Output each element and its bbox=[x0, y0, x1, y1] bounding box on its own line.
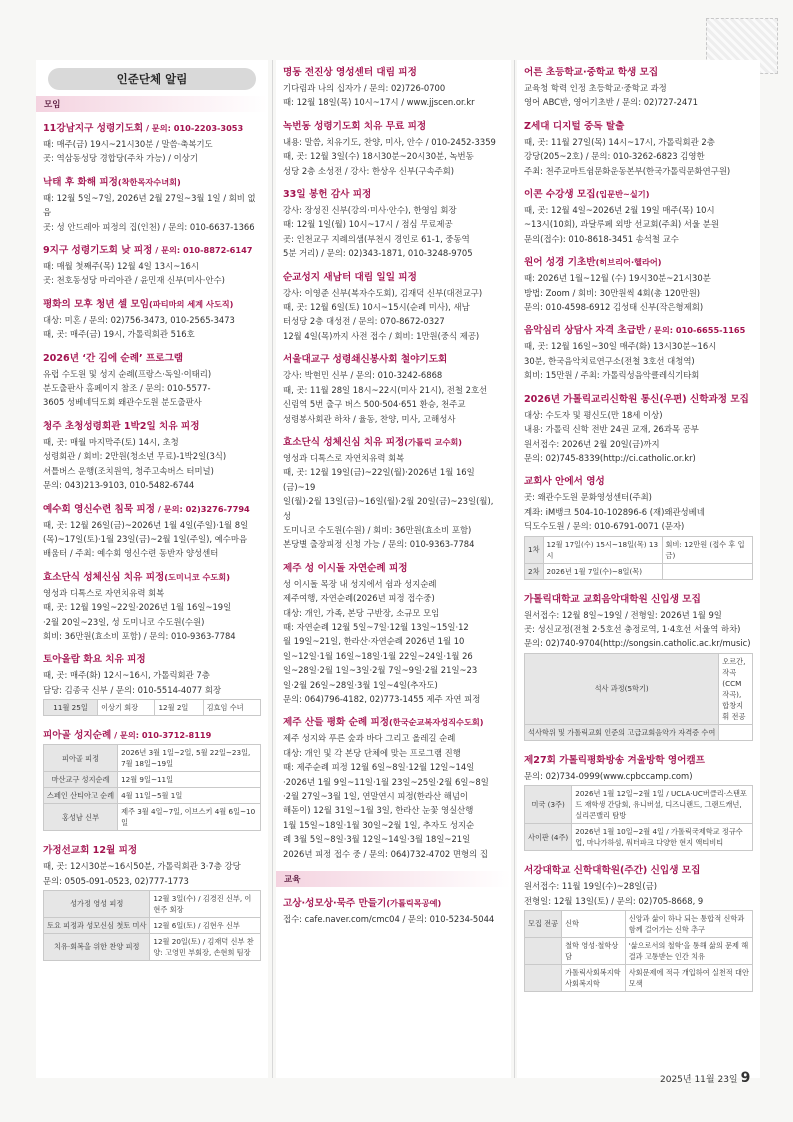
notice-title-text: 청주 초청성령회관 1박2일 치유 피정 bbox=[43, 420, 200, 432]
notice-line: 대상: 수도자 및 평신도(만 18세 이상) bbox=[524, 409, 663, 420]
notice-line: 3605 성베네딕도회 왜관수도원 분도출판사 bbox=[43, 397, 202, 408]
page-number: 9 bbox=[740, 1070, 751, 1086]
notice-item bbox=[517, 114, 760, 182]
table-cell: 가톨릭사회복지학 사회복지학 bbox=[562, 964, 626, 991]
table-cell: 12월 17일(수) 15시~18일(목) 13시 bbox=[543, 536, 662, 563]
notice-title-text: 낙태 후 화해 피정 bbox=[43, 176, 118, 188]
notice-line: 때: 자연순례 12월 5일~7일·12월 13일~15일·12 bbox=[283, 621, 469, 632]
notice-line: 때, 곳: 12월 6일(토) 10시~15시(순례 미사), 새남 bbox=[283, 302, 470, 313]
notice-line: 문의: 02)734-0999(www.cpbccamp.com) bbox=[524, 770, 693, 781]
notice-item bbox=[276, 60, 511, 114]
notice-line: 때, 곳: 12월 16일~30일 매주(화) 13시30분~16시 bbox=[524, 341, 717, 352]
notice-title-sub: (가톨릭 교수회) bbox=[404, 436, 463, 447]
table-row bbox=[44, 890, 261, 917]
notice-line: 월 19일~21일, 한라산·자연순례 2026년 1월 10 bbox=[283, 636, 465, 647]
notice-line: 때, 곳: 11월 28일 18시~22시(미사 21시), 전철 2호선 bbox=[283, 384, 488, 395]
notice-line: 곳: 인천교구 지례의샘(부천시 경인로 61-1, 중동역 bbox=[283, 233, 470, 244]
notice-line: 때, 곳: 11월 27일(목) 14시~17시, 가톨릭회관 2층 bbox=[524, 136, 715, 147]
notice-title-text: 서강대학교 신학대학원(주간) 신입생 모집 bbox=[524, 865, 701, 877]
notice-line: 때: 12월 5일~7일, 2026년 2월 27일~3월 1일 / 회비 없음 bbox=[43, 192, 256, 218]
info-table bbox=[43, 699, 261, 716]
issue-date: 2025년 11월 23일 bbox=[660, 1075, 738, 1085]
notice-title bbox=[283, 120, 504, 133]
notice-item bbox=[36, 647, 268, 723]
table-cell: 토요 피정과 성모신심 첫토 미사 bbox=[44, 917, 150, 933]
notice-title bbox=[43, 571, 261, 584]
notice-line: 원서접수: 12월 8일~19일 / 전형일: 2026년 1월 9일 bbox=[524, 609, 722, 620]
notice-line: 교육청 학력 인정 초등학교·중학교 과정 bbox=[524, 83, 667, 93]
table-cell: 12월 3일(수) / 김경진 신부, 이현주 회장 bbox=[150, 890, 261, 917]
notice-line: 접수: cafe.naver.com/cmc04 / 문의: 010-5234-5044 bbox=[283, 914, 495, 925]
notice-line: 곳: 역삼동성당 경합당(주차 가능) / 이상기 bbox=[43, 153, 198, 164]
notice-line: 담당: 김종국 신부 / 문의: 010-5514-4077 회장 bbox=[43, 684, 222, 695]
notice-line: 때, 곳: 12시30분~16시50분, 가톨릭회관 3·7층 강당 bbox=[43, 861, 241, 872]
notice-title-sub: (입문반~실기) bbox=[595, 189, 650, 200]
table-cell: '삶으로서의 철학'을 통해 삶의 문제 해결과 고통받는 인간 치유 bbox=[625, 937, 752, 964]
column-divider bbox=[272, 60, 273, 1078]
table-cell: 성가정 영성 피정 bbox=[44, 890, 150, 917]
table-row bbox=[525, 964, 753, 991]
notice-title bbox=[43, 352, 261, 365]
table-cell: 12월 6일(토) / 김현우 신부 bbox=[150, 917, 261, 933]
notice-line: 강사: 박현민 신부 / 문의: 010-3242-6868 bbox=[283, 370, 443, 381]
notice-line: 성령봉사회관 하차 / 율동, 찬양, 미사, 고해성사 bbox=[283, 413, 456, 424]
table-cell: 이상기 회장 bbox=[98, 700, 155, 716]
notice-item bbox=[276, 347, 511, 430]
table-cell: 스페인 산티아고 순례 bbox=[44, 788, 118, 804]
notice-title-text: 명동 전진상 영성센터 대림 피정 bbox=[283, 67, 417, 78]
notice-title-text: 2026년 가톨릭교리신학원 통신(우편) 신학과정 모집 bbox=[524, 393, 749, 405]
info-table bbox=[524, 653, 753, 741]
notice-line: 대상: 미혼 / 문의: 02)756-3473, 010-2565-3473 bbox=[43, 314, 235, 325]
info-table bbox=[524, 785, 753, 851]
notice-line: (목)~17일(토)·1월 23일(금)~2월 1일(주일), 예수마음 bbox=[43, 533, 248, 544]
table-cell: 오르간, 작곡(CCM 작곡), 합창지휘 전공 bbox=[719, 653, 753, 724]
notice-line: 영어 ABC반, 영어기초반 / 문의: 02)727-2471 bbox=[524, 97, 698, 108]
notice-line: 때: 12월 18일(목) 10시~17시 / www.jjscen.or.kr bbox=[283, 97, 475, 108]
notice-line: 성당 2층 소성전 / 강사: 한상우 신부(구속주회) bbox=[283, 165, 455, 176]
notice-line: 때, 곳: 매주(금) 19시, 가톨릭회관 516호 bbox=[43, 329, 195, 340]
notice-title-text: 제27회 가톨릭평화방송 겨울방학 영어캠프 bbox=[524, 754, 705, 766]
notice-title bbox=[43, 729, 261, 742]
table-row bbox=[525, 563, 753, 579]
table-row bbox=[44, 804, 261, 831]
notice-line: 문의(접수): 010-8618-3451 송석철 교수 bbox=[524, 233, 679, 244]
table-cell: 4월 11일~5월 1일 bbox=[118, 788, 261, 804]
notice-item bbox=[517, 387, 760, 470]
notice-line: 대상: 개인 및 각 본당 단체에 맞는 프로그램 진행 bbox=[283, 747, 461, 758]
notice-line: 회비: 36만원(효소비 포함) / 문의: 010-9363-7784 bbox=[43, 630, 236, 641]
notice-line: 문의: 02)745-8339(http://ci.catholic.or.kr) bbox=[524, 452, 696, 463]
notice-title bbox=[283, 562, 504, 575]
notice-list-middle bbox=[276, 60, 511, 865]
notice-line: 문의: 064)796-4182, 02)773-1455 제주 자연 피정 bbox=[283, 694, 481, 704]
notice-item bbox=[36, 565, 268, 648]
column-middle bbox=[276, 60, 511, 1078]
table-cell: 12월 20일(토) / 김재덕 신부 찬양: 고영민 부회장, 손현희 팀장 bbox=[150, 933, 261, 960]
notice-item bbox=[36, 414, 268, 497]
notice-item bbox=[517, 587, 760, 748]
table-row bbox=[525, 536, 753, 563]
info-table bbox=[43, 744, 261, 831]
notice-line: 곳: 성 안드레아 피정의 집(인천) / 문의: 010-6637-1366 bbox=[43, 221, 255, 232]
notice-line: 때, 곳: 12월 26일(금)~2026년 1월 4일(주일)·1월 8일 bbox=[43, 519, 249, 530]
notice-line: ·2월 27일~3월 1일, 연말연시 피정(한라산 해넘이 bbox=[283, 791, 469, 802]
notice-title-text: 교회사 안에서 영성 bbox=[524, 476, 605, 488]
notice-list-education bbox=[276, 891, 511, 930]
notice-line: 때: 매주(금) 19시~21시30분 / 말씀·축복기도 bbox=[43, 139, 213, 149]
notice-line: 강사: 장성진 신부(강의·미사·안수), 한영임 회장 bbox=[283, 205, 457, 216]
table-row bbox=[525, 653, 753, 724]
notice-line: ~13시(10회), 과달루페 외방 선교회(주최) 서울 분원 bbox=[524, 219, 719, 230]
notice-title-text: 어른 초등학교·중학교 학생 모집 bbox=[524, 67, 659, 78]
notice-title-text: Z세대 디지털 중독 탈출 bbox=[524, 120, 625, 132]
notice-title-text: 원어 성경 기초반 bbox=[524, 257, 596, 269]
notice-title-text: 2026년 ‘간 김에 순례’ 프로그램 bbox=[43, 352, 184, 364]
notice-line: 때, 곳: 12월 3일(수) 18시30분~20시30분, 녹번동 bbox=[283, 151, 474, 162]
table-cell: 2026년 1월 7일(수)~8일(목) bbox=[543, 563, 662, 579]
info-table bbox=[524, 536, 753, 580]
notice-item bbox=[36, 170, 268, 238]
notice-line: 2026년 피정 접수 중 / 문의: 064)732-4702 면형의 집 bbox=[283, 848, 488, 859]
notice-title-text: 효소단식 성체신심 치유 피정 bbox=[43, 571, 165, 583]
notice-line: 때, 곳: 12월 4일~2026년 2월 19일 매주(목) 10시 bbox=[524, 205, 715, 216]
table-cell: 피아골 피정 bbox=[44, 745, 118, 772]
notice-line: 신림역 5번 출구 버스 500·504·651 환승, 천주교 bbox=[283, 399, 466, 410]
notice-line: 성 이시돌 목장 내 성지에서 쉼과 성지순례 bbox=[283, 578, 437, 589]
notice-line: 대상: 개인, 가족, 본당 구반장, 소규모 모임 bbox=[283, 607, 440, 618]
notice-line: 30분, 한국음악치료연구소(전철 3호선 대청역) bbox=[524, 355, 695, 366]
notice-line: 터성당 2층 대성전 / 문의: 070-8672-0327 bbox=[283, 316, 445, 327]
notice-line: 영성과 디톡스로 자연치유력 회복 bbox=[43, 587, 165, 598]
notice-line: ·2월 20일~23일, 성 도미니코 수도원(수원) bbox=[43, 616, 205, 627]
table-cell: 사회문제에 적극 개입하여 실천적 대안 모색 bbox=[625, 964, 752, 991]
notice-item bbox=[517, 250, 760, 318]
notice-line: 원서접수: 11월 19일(수)~28일(금) bbox=[524, 881, 658, 892]
notice-line: 때, 곳: 12월 19일~22일·2026년 1월 16일~19일 bbox=[43, 602, 232, 613]
notice-title bbox=[283, 271, 504, 284]
notice-title bbox=[43, 298, 261, 311]
notice-line: 12월 4일(목)까지 사전 접수 / 회비: 1만원(중식 제공) bbox=[283, 330, 480, 341]
notice-title bbox=[43, 503, 261, 516]
notice-item bbox=[36, 723, 268, 838]
notice-item bbox=[517, 318, 760, 386]
section-label-meeting: 모임 bbox=[36, 96, 268, 112]
notice-item bbox=[517, 748, 760, 858]
notice-line: 기다림과 나의 십자가 / 문의: 02)726-0700 bbox=[283, 83, 446, 93]
notice-line: 방법: Zoom / 회비: 30만원씩 4회(총 120만원) bbox=[524, 287, 701, 298]
notice-line: 딕도수도원 / 문의: 010-6791-0071 (문자) bbox=[524, 521, 685, 532]
table-cell: 사이판 (4주) bbox=[525, 824, 572, 851]
table-cell: 치유·회복을 위한 찬양 피정 bbox=[44, 933, 150, 960]
notice-line: 제주 성지와 푸른 숲과 바다 그리고 올레길 순례 bbox=[283, 733, 456, 744]
column-right bbox=[517, 60, 760, 1078]
notice-item bbox=[36, 116, 268, 170]
table-cell: 11월 25일 bbox=[44, 700, 98, 716]
notice-line: 문의: 043)213-9103, 010-5482-6744 bbox=[43, 480, 195, 491]
notice-title bbox=[524, 393, 753, 406]
notice-line: 계좌: iM뱅크 504-10-102896-6 (재)왜관성베네 bbox=[524, 506, 705, 517]
notice-title bbox=[283, 353, 504, 366]
notice-item bbox=[276, 710, 511, 865]
page-footer bbox=[660, 1070, 750, 1086]
notice-line: 주최: 천주교마트쉼문화운동본부(한국가톨릭문화연구원) bbox=[524, 165, 731, 176]
notice-title bbox=[524, 475, 753, 488]
notice-line: 때, 곳: 12월 19일(금)~22일(월)·2026년 1월 16일(금)~19 bbox=[283, 467, 475, 492]
column-left bbox=[36, 60, 268, 1078]
table-cell: 마산교구 성지순례 bbox=[44, 772, 118, 788]
notice-title-text: 가톨릭대학교 교회음악대학원 신입생 모집 bbox=[524, 593, 701, 605]
notice-line: ·2026년 1월 9일~11일·1월 23일~25일·2월 6일~8일 bbox=[283, 776, 489, 787]
notice-title-sub: (가톨릭목공예) bbox=[386, 898, 442, 909]
notice-item bbox=[517, 858, 760, 999]
notice-list-left bbox=[36, 116, 268, 968]
table-cell: 신학 bbox=[562, 910, 626, 937]
notice-title-sub: / 문의: 010-2203-3053 bbox=[143, 123, 244, 133]
table-cell: 2026년 1월 10일~2월 4일 / 가톨릭국제학교 정규수업, 마나가하섬, 워터파크 다양한 현지 액티비티 bbox=[572, 824, 753, 851]
notice-line: 본당별 출장피정 신청 가능 / 문의: 010-9363-7784 bbox=[283, 539, 475, 550]
notice-line: 곳: 왜관수도원 문화영성센터(주최) bbox=[524, 492, 652, 503]
notice-title-text: 9지구 성령기도회 낮 피정 bbox=[43, 245, 153, 257]
table-cell: 회비: 12만원 (접수 후 입금) bbox=[662, 536, 752, 563]
table-row bbox=[525, 937, 753, 964]
notice-line: 원서접수: 2026년 2월 20일(금)까지 bbox=[524, 438, 660, 449]
table-cell: 신앙과 삶이 하나 되는 통합적 신학과 함께 걸어가는 신학 추구 bbox=[625, 910, 752, 937]
notice-item bbox=[517, 60, 760, 114]
table-row bbox=[525, 724, 753, 740]
notice-title-text: 평화의 모후 청년 셀 모임 bbox=[43, 298, 150, 310]
notice-title-text: 가정선교회 12월 피정 bbox=[43, 845, 138, 857]
notice-title-text: 11강남지구 성령기도회 bbox=[43, 123, 144, 134]
notice-line: 내용: 말씀, 치유기도, 찬양, 미사, 안수 / 010-2452-3359 bbox=[283, 136, 496, 147]
table-cell: 모집 전공 bbox=[525, 910, 562, 937]
notice-title-sub: (히브리어·헬라어) bbox=[595, 257, 662, 268]
notice-item bbox=[276, 556, 511, 711]
notice-item bbox=[276, 430, 511, 556]
notice-title-text: 고상·성모상·묵주 만들기 bbox=[283, 898, 387, 910]
notice-line: 때, 곳: 매월 마지막주(토) 14시, 초청 bbox=[43, 436, 179, 447]
notice-title-text: 제주 산들 평화 순례 피정 bbox=[283, 717, 390, 729]
notice-line: 례 3월 5일~8일·3월 12일~14일·3월 18일~21일 bbox=[283, 834, 471, 845]
notice-line: 제주여행, 자연순례(2026년 피정 접수중) bbox=[283, 593, 435, 604]
notice-title-text: 녹번동 성령기도회 치유 무료 피정 bbox=[283, 120, 427, 132]
notice-item bbox=[276, 114, 511, 182]
table-cell bbox=[525, 937, 562, 964]
notice-item bbox=[36, 838, 268, 968]
table-cell: 제주 3월 4일~7일, 이브스키 4월 6일~10일 bbox=[118, 804, 261, 831]
notice-title-sub: / 문의: 02)3276-7794 bbox=[154, 503, 250, 514]
table-row bbox=[44, 917, 261, 933]
table-row bbox=[525, 910, 753, 937]
notice-title-text: 서울대교구 성령쇄신봉사회 철야기도회 bbox=[283, 354, 448, 366]
notice-title bbox=[43, 653, 261, 666]
notice-line: 일(월)·2월 13일(금)~16일(월)·2월 20일(금)~23일(월), 성 bbox=[283, 496, 494, 521]
notice-line: 때: 2026년 1월~12월 (수) 19시30분~21시30분 bbox=[524, 273, 711, 284]
notice-title-text: 토아올람 화요 치유 피정 bbox=[43, 654, 146, 666]
info-table bbox=[43, 890, 261, 961]
notice-item bbox=[36, 292, 268, 346]
notice-item bbox=[36, 238, 268, 292]
notice-item bbox=[276, 182, 511, 265]
notice-title bbox=[524, 256, 753, 269]
notice-line: 때: 매월 첫째주(목) 12월 4일 13시~16시 bbox=[43, 261, 199, 272]
notice-list-right bbox=[517, 60, 760, 999]
notice-item bbox=[276, 891, 511, 930]
notice-line: 때: 12월 1일(월) 10시~17시 / 점심 무료제공 bbox=[283, 219, 453, 230]
table-cell: 2026년 3월 1일~2일, 5월 22일~23일, 7월 18일~19일 bbox=[118, 745, 261, 772]
table-cell: 석사 과정(5학기) bbox=[525, 653, 719, 724]
notice-title bbox=[283, 897, 504, 910]
table-cell: 12월 2일 bbox=[155, 700, 203, 716]
table-cell: 12월 9일~11일 bbox=[118, 772, 261, 788]
notice-item bbox=[517, 469, 760, 586]
notice-line: 때: 제주순례 피정 12월 6일~8일·12월 12일~14일 bbox=[283, 762, 475, 773]
notice-title bbox=[283, 66, 504, 79]
notice-title-text: 음악심리 상담사 자격 초급반 bbox=[524, 325, 646, 337]
table-cell: 석사학위 및 가톨릭교회 인준의 고급교회음악가 자격증 수여 bbox=[525, 724, 719, 740]
table-row bbox=[525, 824, 753, 851]
section-label-education: 교육 bbox=[276, 871, 511, 887]
table-cell: 철학 영성·철학상담 bbox=[562, 937, 626, 964]
table-row bbox=[44, 788, 261, 804]
table-cell: 1차 bbox=[525, 536, 544, 563]
notice-title-text: 피아골 성지순례 bbox=[43, 730, 112, 742]
notice-line: 분도출판사 홈페이지 참조 / 문의: 010-5577- bbox=[43, 383, 211, 394]
table-row bbox=[44, 772, 261, 788]
notice-line: 전형일: 12월 13일(토) / 문의: 02)705-8668, 9 bbox=[524, 895, 704, 906]
notice-title-text: 효소단식 성체신심 치유 피정 bbox=[283, 436, 405, 448]
notice-line: 곳: 성신교정(전철 2·5호선 충정로역, 1·4호선 서울역 하차) bbox=[524, 623, 741, 634]
notice-line: 문의: 010-4598-6912 김성태 신부(작은형제회) bbox=[524, 302, 704, 313]
notice-line: 셔틀버스 운행(조치원역, 청주고속버스 터미널) bbox=[43, 465, 214, 476]
notice-title bbox=[524, 754, 753, 767]
notice-line: 성령회관 / 회비: 2만원(청소년 무료)-1박2일(3식) bbox=[43, 451, 227, 462]
notice-line: 회비: 15만원 / 주최: 가톨릭성음악클레식기타회 bbox=[524, 370, 700, 381]
table-row bbox=[44, 933, 261, 960]
notice-line: 강당(205~2호) / 문의: 010-3262-6823 김영한 bbox=[524, 151, 705, 162]
notice-item bbox=[276, 265, 511, 348]
notice-line: 일~12일·1월 16일~18일·1월 22일~24일·1월 26 bbox=[283, 650, 473, 661]
table-cell: 김효임 수녀 bbox=[203, 700, 260, 716]
notice-title-sub: / 문의: 010-3712-8119 bbox=[111, 730, 212, 741]
notice-item bbox=[36, 497, 268, 565]
notice-title bbox=[524, 120, 753, 133]
notice-line: 때, 곳: 매주(화) 12시~16시, 가톨릭회관 7층 bbox=[43, 670, 210, 681]
table-cell bbox=[719, 724, 753, 740]
table-cell: 미국 (3주) bbox=[525, 786, 572, 824]
notice-line: 영성과 디톡스로 자연치유력 회복 bbox=[283, 452, 405, 463]
notice-title bbox=[524, 66, 753, 79]
notice-item bbox=[36, 346, 268, 414]
notice-title-sub: / 문의: 010-8872-6147 bbox=[152, 245, 253, 256]
notice-title bbox=[524, 864, 753, 877]
notice-title-sub: (파티마의 세계 사도직) bbox=[149, 298, 234, 309]
notice-title-sub: (착한목자수녀회) bbox=[117, 176, 181, 187]
table-cell bbox=[662, 563, 752, 579]
notice-title-text: 예수회 영신수련 침묵 피정 bbox=[43, 503, 155, 515]
notice-title bbox=[43, 844, 261, 857]
notice-title-sub: / 문의: 010-6655-1165 bbox=[645, 325, 746, 336]
notice-title-text: 제주 성 이시돌 자연순례 피정 bbox=[283, 562, 408, 574]
notice-title bbox=[283, 436, 504, 449]
notice-title-sub: (도미니코 수도회) bbox=[164, 571, 230, 582]
notice-line: 강사: 이영준 신부(복자수도회), 김재덕 신부(대전교구) bbox=[283, 287, 483, 298]
notice-line: 1월 15일~18일·1월 30일~2월 1일, 추자도 성지순 bbox=[283, 819, 475, 830]
notice-line: 일~28일·2월 1일~3일·2월 7일~9일·2월 21일~23 bbox=[283, 665, 478, 676]
notice-line: 해돋이) 12월 31일~1월 3일, 한라산 눈꽃 영실산행 bbox=[283, 805, 474, 816]
notice-title bbox=[524, 324, 753, 337]
notice-line: 일·2월 26일~28일·3월 1일~4일(추자도) bbox=[283, 679, 438, 690]
notice-line: 유럽 수도원 및 성지 순례(프랑스·독일·이태리) bbox=[43, 368, 212, 379]
notice-title bbox=[43, 122, 261, 135]
table-cell: 2026년 1월 12일~2월 1일 / UCLA·UC버클리·스탠포드 재학생 간담회, 유니버셜, 디즈니랜드, 그랜드캐넌, 실리콘밸리 탐방 bbox=[572, 786, 753, 824]
notice-title bbox=[43, 244, 261, 257]
notice-line: 내용: 가톨릭 신학 전반 24권 교재, 26과목 공부 bbox=[524, 424, 699, 435]
table-cell: 2차 bbox=[525, 563, 544, 579]
info-table bbox=[524, 910, 753, 992]
table-row bbox=[44, 745, 261, 772]
notice-title bbox=[43, 420, 261, 433]
notice-line: 곳: 천호동성당 마리아관 / 윤민재 신부(미사·안수) bbox=[43, 275, 225, 286]
notice-title bbox=[283, 716, 504, 729]
notice-line: 배움터 / 주최: 예수회 영신수련 동반자 양성센터 bbox=[43, 548, 219, 559]
table-cell bbox=[525, 964, 562, 991]
table-row bbox=[44, 700, 261, 716]
notice-title bbox=[283, 188, 504, 201]
column-divider bbox=[514, 60, 515, 1078]
notice-item bbox=[517, 182, 760, 250]
notice-title bbox=[524, 188, 753, 201]
notice-title-text: 이콘 수강생 모집 bbox=[524, 189, 596, 201]
table-cell: 홍성남 신부 bbox=[44, 804, 118, 831]
notice-title bbox=[43, 176, 261, 189]
notice-line: 문의: 0505-091-0523, 02)777-1773 bbox=[43, 875, 189, 886]
notice-title-text: 33일 봉헌 감사 피정 bbox=[283, 189, 372, 201]
notice-line: 도미니코 수도원(수원) / 회비: 36만원(효소비 포함) bbox=[283, 524, 472, 535]
notice-title-text: 순교성지 새남터 대림 일일 피정 bbox=[283, 271, 417, 283]
table-row bbox=[525, 786, 753, 824]
notice-line: 5분 거리) / 문의: 02)343-1871, 010-3248-9705 bbox=[283, 248, 473, 259]
notice-line: 문의: 02)740-9704(http://songsin.catholic.ac.kr/music) bbox=[524, 638, 751, 649]
notice-title-sub: (한국순교복자성직수도회) bbox=[389, 717, 484, 728]
page-title: 인준단체 알림 bbox=[48, 68, 256, 90]
notice-title bbox=[524, 593, 753, 606]
